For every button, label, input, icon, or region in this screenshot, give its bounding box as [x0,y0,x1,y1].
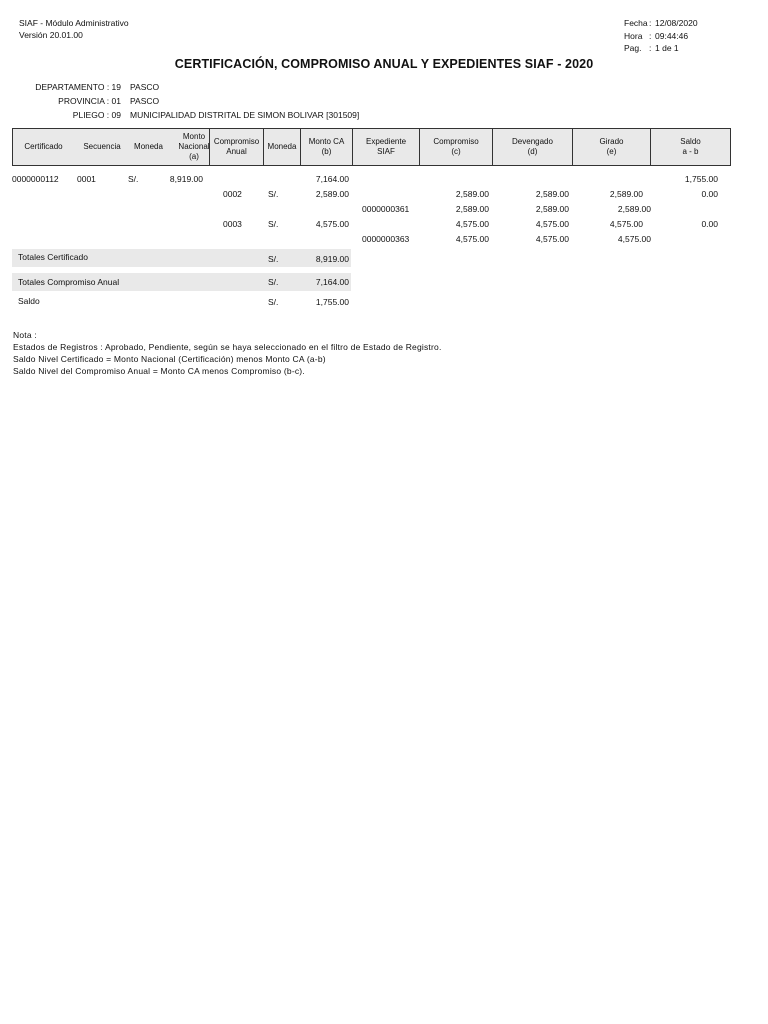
monto-nacional-value: 8,919.00 [169,174,203,184]
col-compromiso-anual: Compromiso Anual [209,129,263,165]
col-saldo: Saldo a - b [650,129,730,165]
totals-moneda: S/. [268,254,279,264]
totals-certificado-row [12,249,351,267]
fecha-label: Fecha [624,18,648,28]
fecha-value: 12/08/2020 [655,18,698,28]
girado-value: 2,589.00 [609,189,643,199]
devengado-value: 2,589.00 [535,189,569,199]
pag-value: 1 de 1 [655,43,679,53]
compromiso-monto-ca: 4,575.00 [315,219,349,229]
col-compromiso-c: Compromiso (c) [419,129,492,165]
report-title: CERTIFICACIÓN, COMPROMISO ANUAL Y EXPEDIENTES SIAF - 2020 [174,57,594,71]
saldo-label: Saldo [18,296,40,306]
departamento-label: DEPARTAMENTO : 19 [35,82,121,92]
monto-ca-value: 7,164.00 [315,174,349,184]
expediente-girado: 4,575.00 [617,234,651,244]
certificado-moneda: S/. [128,174,139,184]
compromiso-monto-ca: 2,589.00 [315,189,349,199]
report-system-info [19,17,129,41]
compromiso-saldo-value: 0.00 [701,189,718,199]
compromiso-c-value: 4,575.00 [455,219,489,229]
col-expediente-siaf: Expediente SIAF [352,129,419,165]
totals-label: Totales Compromiso Anual [18,277,120,287]
pag-label: Pag. [624,43,642,53]
compromiso-c-value: 2,589.00 [455,189,489,199]
col-monto-ca: Monto CA (b) [300,129,352,165]
totals-moneda: S/. [268,277,279,287]
compromiso-number: 0003 [223,219,242,229]
certificado-number: 0000000112 [12,174,59,184]
compromiso-moneda: S/. [268,219,279,229]
expediente-girado: 2,589.00 [617,204,651,214]
totals-value: 8,919.00 [315,254,349,264]
departamento-value: PASCO [130,82,160,92]
expediente-number: 0000000361 [362,204,410,214]
note-line: Estados de Registros : Aprobado, Pendiente, según se haya seleccionado en el filtro de Estado de Registro. [13,342,442,352]
note-heading: Nota : [13,330,37,340]
report-notes [13,329,442,377]
report-datetime-info: Fecha: 12/08/2020 Hora : 09:44:46 Pag. : 1 de 1 [624,18,698,53]
totals-value: 7,164.00 [315,277,349,287]
pliego-label: PLIEGO : 09 [72,110,121,120]
compromiso-number: 0002 [223,189,242,199]
note-line: Saldo Nivel Certificado = Monto Nacional (Certificación) menos Monto CA (a-b) [13,354,326,364]
totals-label: Totales Certificado [18,252,88,262]
certificado-saldo-value: 1,755.00 [684,174,718,184]
system-version: Versión 20.01.00 [19,30,83,40]
provincia-label: PROVINCIA : 01 [58,96,121,106]
pliego-value: MUNICIPALIDAD DISTRITAL DE SIMON BOLIVAR [301509] [130,110,360,120]
col-moneda-2: Moneda [263,129,300,165]
col-girado: Girado (e) [572,129,650,165]
expediente-compromiso: 2,589.00 [455,204,489,214]
col-secuencia: Secuencia [83,142,121,151]
col-certificado: Certificado [24,142,63,151]
expediente-compromiso: 4,575.00 [455,234,489,244]
compromiso-moneda: S/. [268,189,279,199]
provincia-value: PASCO [130,96,160,106]
col-devengado: Devengado (d) [492,129,572,165]
secuencia-number: 0001 [77,174,96,184]
compromiso-saldo-value: 0.00 [701,219,718,229]
note-line: Saldo Nivel del Compromiso Anual = Monto CA menos Compromiso (b-c). [13,366,305,376]
col-moneda: Moneda [134,142,163,151]
table-header [12,128,731,166]
saldo-value: 1,755.00 [315,297,349,307]
girado-value: 4,575.00 [609,219,643,229]
expediente-devengado: 4,575.00 [535,234,569,244]
saldo-moneda: S/. [268,297,279,307]
totals-compromiso-row [12,273,351,291]
system-name: SIAF - Módulo Administrativo [19,18,129,28]
hora-label: Hora [624,30,643,41]
expediente-devengado: 2,589.00 [535,204,569,214]
devengado-value: 4,575.00 [535,219,569,229]
expediente-number: 0000000363 [362,234,410,244]
col-monto-nacional: Monto Nacional (a) [178,132,210,161]
hora-value: 09:44:46 [655,30,689,41]
